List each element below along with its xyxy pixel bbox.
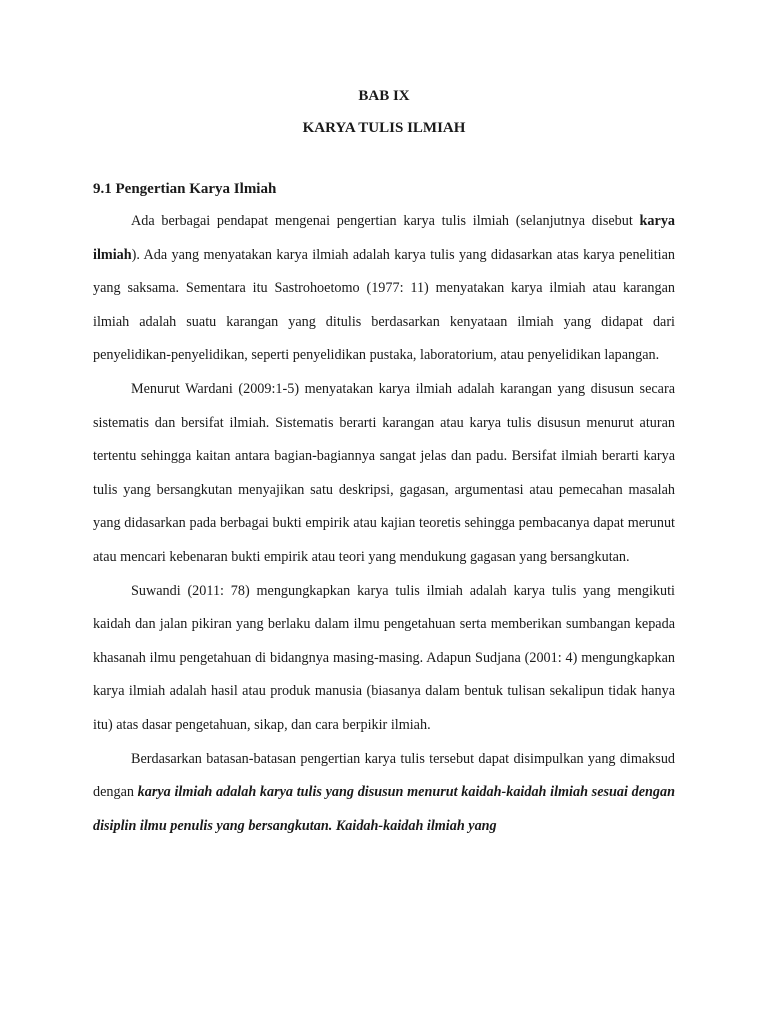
paragraph-1-text-b: ). Ada yang menyatakan karya ilmiah adalah karya tulis yang didasarkan atas karya penelitian yang saksama. Sementara itu Sastrohoetomo (1977: 11) menyatakan karya ilmiah atau karangan ilmiah adalah suatu karangan yang ditulis berdasarkan kenyataan ilmiah yang didapat dari penyelidikan-penyelidikan, seperti penyelidikan pustaka, laboratorium, atau penyelidikan lapangan. xyxy=(93,246,675,364)
paragraph-1 xyxy=(93,205,675,373)
chapter-title: KARYA TULIS ILMIAH xyxy=(302,120,466,136)
paragraph-1-text-a: Ada berbagai pendapat mengenai pengertian karya tulis ilmiah (selanjutnya disebut xyxy=(131,213,640,229)
document-body xyxy=(93,205,675,843)
paragraph-1-bold-term: karya ilmiah xyxy=(93,213,675,263)
paragraph-3: Suwandi (2011: 78) mengungkapkan karya tulis ilmiah adalah karya tulis yang mengikuti kaidah dan jalan pikiran yang berlaku dalam ilmu pengetahuan serta memberikan sumbangan kepada khasanah ilmu pengetahuan di bidangnya masing-masing. Adapun Sudjana (2001: 4) mengungkapkan karya ilmiah adalah hasil atau produk manusia (biasanya dalam bentuk tulisan sekalipun tidak hanya itu) atas dasar pengetahuan, sikap, dan cara berpikir ilmiah. xyxy=(93,582,675,733)
section-heading: 9.1 Pengertian Karya Ilmiah xyxy=(93,181,277,197)
paragraph-4 xyxy=(93,743,675,844)
paragraph-2: Menurut Wardani (2009:1-5) menyatakan karya ilmiah adalah karangan yang disusun secara sistematis dan bersifat ilmiah. Sistematis berarti karangan atau karya tulis disusun menurut aturan tertentu sehingga kaitan antara bagian-bagiannya sangat jelas dan padu. Bersifat ilmiah berarti karya tulis yang bersangkutan menyajikan satu deskripsi, gagasan, argumentasi atau pemecahan masalah yang didasarkan pada berbagai bukti empirik atau kajian teoretis sehingga pembacanya dapat merunut atau mencari kebenaran bukti empirik atau teori yang mendukung gagasan yang bersangkutan. xyxy=(93,380,675,565)
paragraph-4-text-a: Berdasarkan batasan-batasan pengertian karya tulis tersebut dapat disimpulkan yang dimaksud dengan xyxy=(93,750,675,801)
paragraph-4-emphasis: karya ilmiah adalah karya tulis yang disusun menurut kaidah-kaidah ilmiah sesuai dengan disiplin ilmu penulis yang bersangkutan. Kaidah-kaidah ilmiah yang xyxy=(93,784,675,834)
chapter-number: BAB IX xyxy=(358,88,410,104)
